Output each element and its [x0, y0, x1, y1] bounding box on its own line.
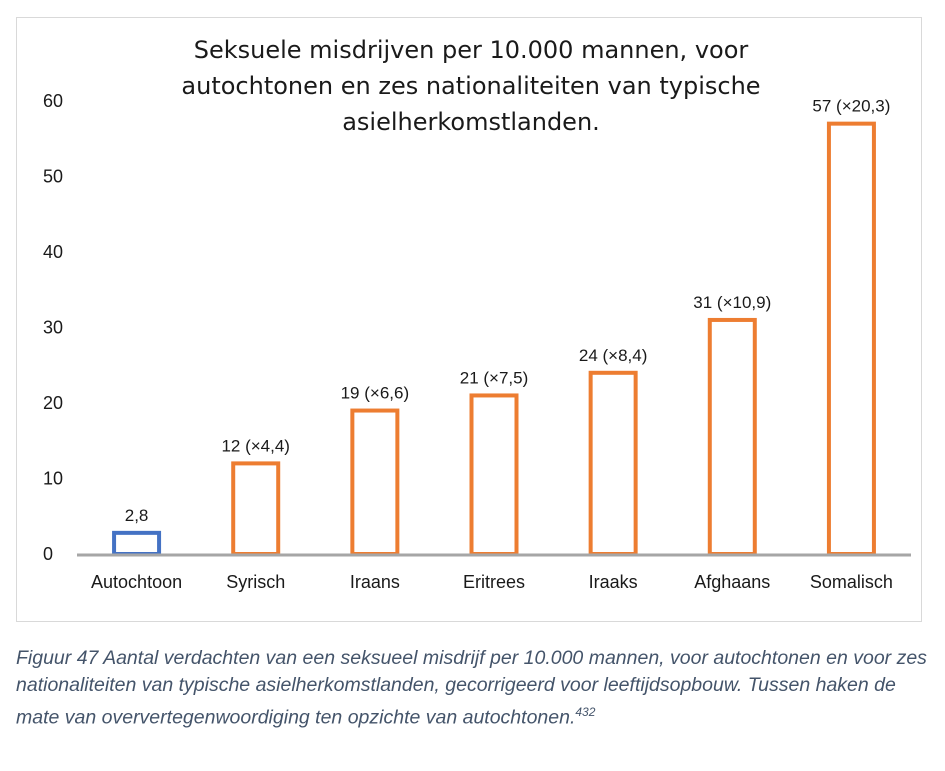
- data-label-afghaans: 31 (×10,9): [693, 292, 772, 312]
- category-label-afghaans: Afghaans: [694, 572, 771, 592]
- data-label-iraaks: 24 (×8,4): [578, 345, 648, 365]
- chart-title-line-1: Seksuele misdrijven per 10.000 mannen, voor: [193, 36, 749, 64]
- y-tick-label: 30: [43, 317, 64, 338]
- x-axis-categories: [91, 572, 893, 592]
- y-tick-label: 50: [43, 166, 64, 187]
- footnote-ref: 432: [575, 705, 596, 719]
- y-axis-ticks: [43, 91, 63, 564]
- data-label-autochtoon: 2,8: [124, 505, 149, 525]
- category-label-autochtoon: Autochtoon: [91, 572, 183, 592]
- category-label-iraans: Iraans: [349, 572, 400, 592]
- y-tick-label: 60: [43, 91, 64, 111]
- y-tick-label: 0: [43, 544, 54, 564]
- bar-chart: [17, 18, 921, 621]
- y-tick-label: 20: [43, 393, 64, 413]
- bar-afghaans: [710, 320, 755, 554]
- data-label-syrisch: 12 (×4,4): [221, 436, 290, 456]
- category-label-somalisch: Somalisch: [809, 572, 893, 592]
- y-tick-label: 10: [43, 468, 64, 489]
- bar-iraaks: [591, 373, 636, 554]
- bars: [114, 124, 874, 554]
- bar-iraans: [352, 411, 397, 554]
- y-tick-label: 40: [43, 242, 64, 262]
- chart-frame: [16, 17, 922, 622]
- data-label-eritrees: 21 (×7,5): [459, 368, 529, 388]
- data-label-iraans: 19 (×6,6): [340, 383, 410, 403]
- figure-caption: [16, 645, 928, 732]
- caption-text: Figuur 47 Aantal verdachten van een seksueel misdrijf per 10.000 mannen, voor autochtonen en voor zes nationaliteiten van typische asielherkomstlanden, gecorrigeerd voor leeftijdsopbouw. Tussen haken de mate van oververtegenwoordiging ten opzichte van autochtonen.: [16, 647, 927, 729]
- bar-syrisch: [233, 463, 278, 554]
- bar-somalisch: [829, 124, 874, 554]
- bar-autochtoon: [114, 533, 159, 554]
- bar-eritrees: [472, 395, 517, 554]
- chart-title-line-2: autochtonen en zes nationaliteiten van typische: [181, 72, 761, 100]
- chart-title-line-3: asielherkomstlanden.: [342, 108, 600, 136]
- category-label-syrisch: Syrisch: [226, 572, 286, 592]
- chart-title: [181, 36, 760, 136]
- category-label-iraaks: Iraaks: [588, 572, 638, 592]
- data-label-somalisch: 57 (×20,3): [812, 96, 891, 116]
- category-label-eritrees: Eritrees: [462, 572, 526, 592]
